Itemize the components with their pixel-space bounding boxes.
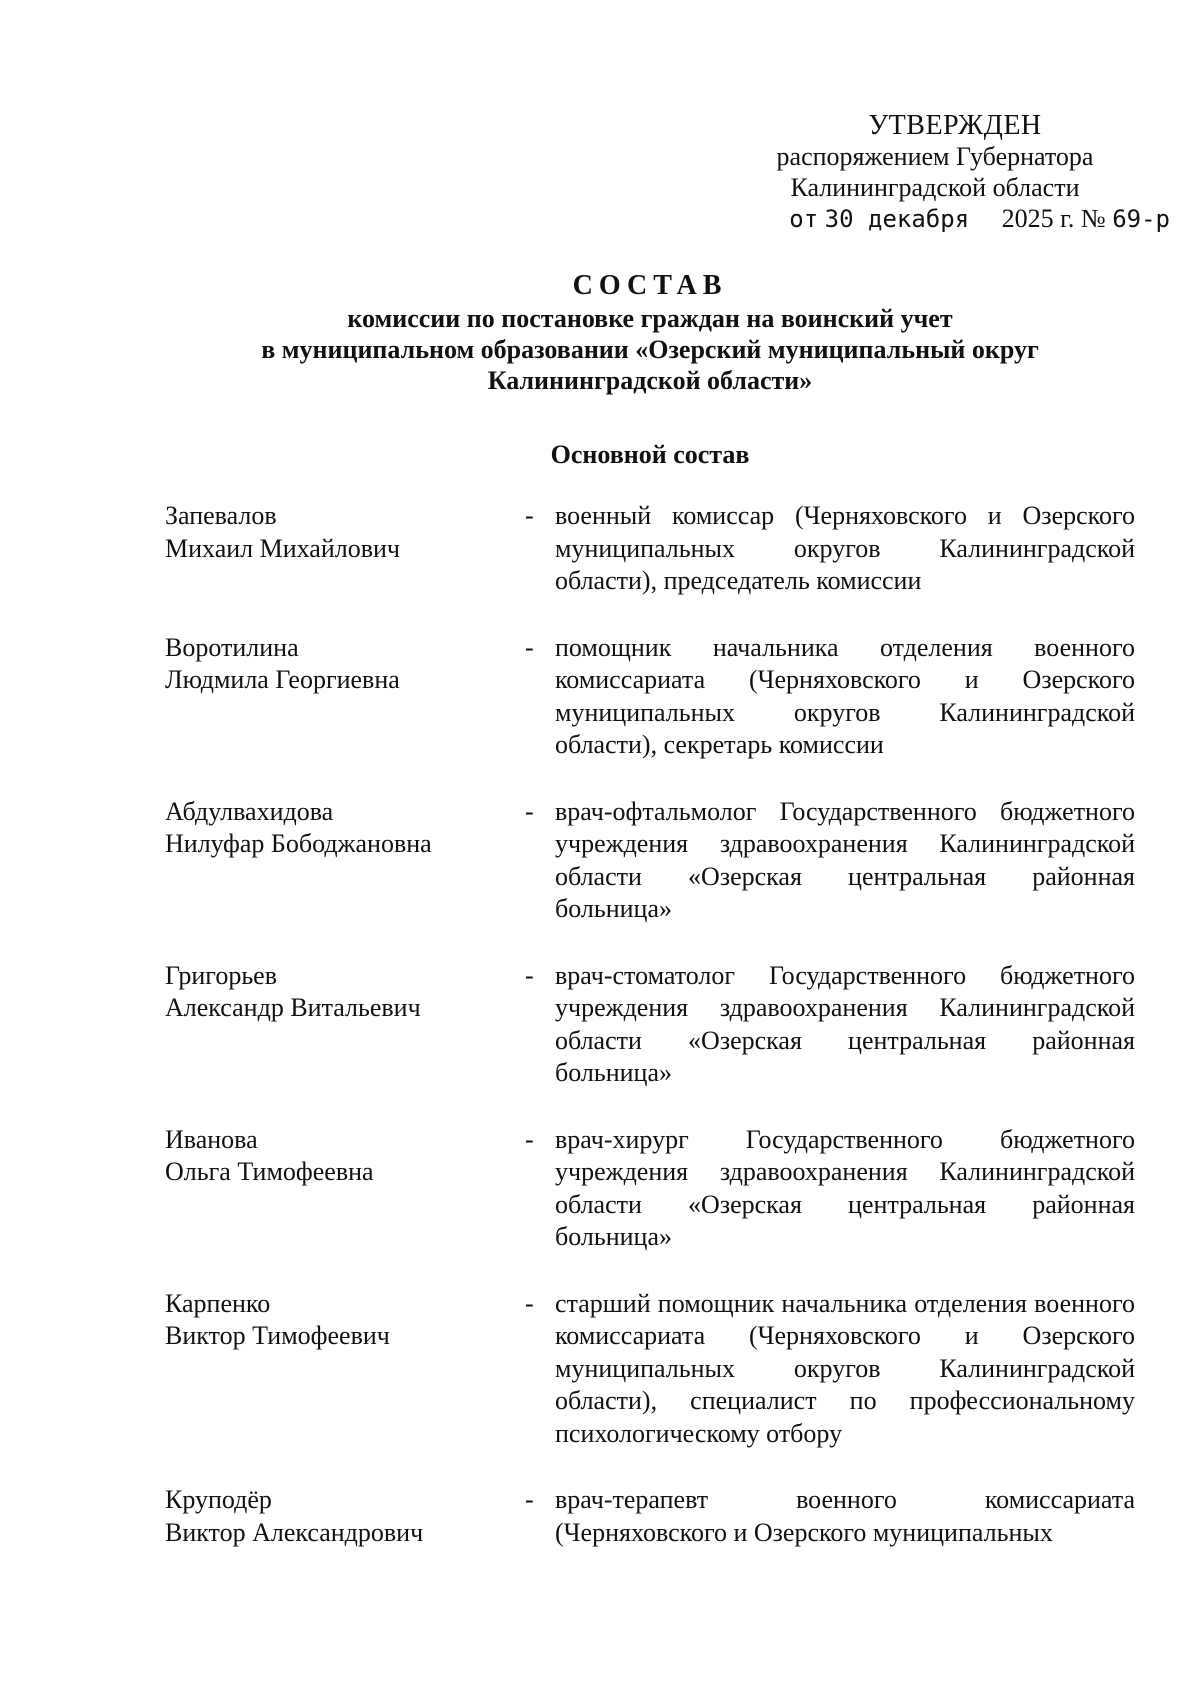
member-role: военный комиссар (Черняховского и Озерского муниципальных округов Калининградской области), председатель комиссии	[555, 501, 1135, 595]
member-surname: Карпенко	[165, 1288, 271, 1318]
approval-title: УТВЕРЖДЕН	[868, 110, 1042, 141]
member-row	[165, 796, 1135, 926]
member-given-names: Виктор Тимофеевич	[165, 1321, 390, 1350]
heading-line-1: комиссии по постановке граждан на воинский учет	[347, 304, 953, 333]
member-name	[165, 1484, 545, 1549]
member-name	[165, 500, 545, 565]
member-dash: -	[525, 1485, 534, 1514]
member-role: врач-стоматолог Государственного бюджетного учреждения здравоохранения Калининградской области «Озерская центральная районная больница»	[555, 960, 1135, 1087]
member-dash: -	[525, 1288, 534, 1318]
member-given-names: Александр Витальевич	[165, 993, 421, 1022]
member-dash: -	[525, 1124, 534, 1154]
approval-line-1: распоряжением Губернатора	[776, 142, 1094, 171]
member-role: врач-терапевт военного комиссариата (Черняховского и Озерского муниципальных	[555, 1485, 1135, 1547]
approval-order-line	[700, 203, 1170, 235]
member-role: врач-офтальмолог Государственного бюджетного учреждения здравоохранения Калининградской области «Озерская центральная районная больница»	[555, 796, 1135, 923]
member-row	[165, 1124, 1135, 1254]
member-given-names: Виктор Александрович	[165, 1517, 424, 1547]
member-given-names: Ольга Тимофеевна	[165, 1157, 374, 1186]
member-row	[165, 632, 1135, 762]
member-name	[165, 1124, 545, 1189]
member-role: помощник начальника отделения военного комиссариата (Черняховского и Озерского муниципальных округов Калининградской области), секретарь комиссии	[555, 632, 1135, 759]
order-number: 69-р	[1112, 205, 1170, 233]
document-title: СОСТАВ	[572, 270, 728, 301]
member-dash: -	[525, 796, 534, 826]
member-surname: Воротилина	[165, 632, 299, 662]
member-row	[165, 960, 1135, 1090]
member-role: врач-хирург Государственного бюджетного учреждения здравоохранения Калининградской области «Озерская центральная районная больница»	[555, 1124, 1135, 1251]
heading-line-3: Калининградской области»	[487, 366, 813, 395]
member-row	[165, 1288, 1135, 1451]
member-name	[165, 960, 545, 1025]
member-dash: -	[525, 960, 534, 990]
order-date: 30 декабря	[824, 205, 970, 233]
approval-block	[700, 110, 1170, 235]
document-heading	[150, 270, 1150, 396]
member-surname: Абдулвахидова	[165, 796, 334, 826]
heading-line-2: в муниципальном образовании «Озерский муниципальный округ	[261, 335, 1039, 364]
member-given-names: Михаил Михайлович	[165, 533, 401, 563]
member-given-names: Нилуфар Бободжановна	[165, 829, 432, 858]
member-row	[165, 500, 1135, 598]
member-role: старший помощник начальника отделения военного комиссариата (Черняховского и Озерского муниципальных округов Калининградской области), специалист по профессиональному психологическому отбору	[555, 1288, 1135, 1448]
member-name	[165, 632, 545, 697]
member-name	[165, 1288, 545, 1353]
member-dash: -	[525, 501, 534, 530]
members-list	[165, 500, 1135, 1583]
approval-line-2: Калининградской области	[790, 173, 1080, 202]
member-surname: Запевалов	[165, 501, 277, 530]
order-year: 2025 г. №	[1001, 204, 1106, 233]
member-row	[165, 1484, 1135, 1549]
section-title: Основной состав	[550, 440, 750, 469]
member-dash: -	[525, 632, 534, 662]
member-surname: Иванова	[165, 1124, 258, 1154]
member-name	[165, 796, 545, 861]
member-surname: Григорьев	[165, 960, 277, 990]
order-prefix: от	[789, 205, 819, 233]
member-surname: Круподёр	[165, 1485, 272, 1514]
member-given-names: Людмила Георгиевна	[165, 665, 400, 694]
